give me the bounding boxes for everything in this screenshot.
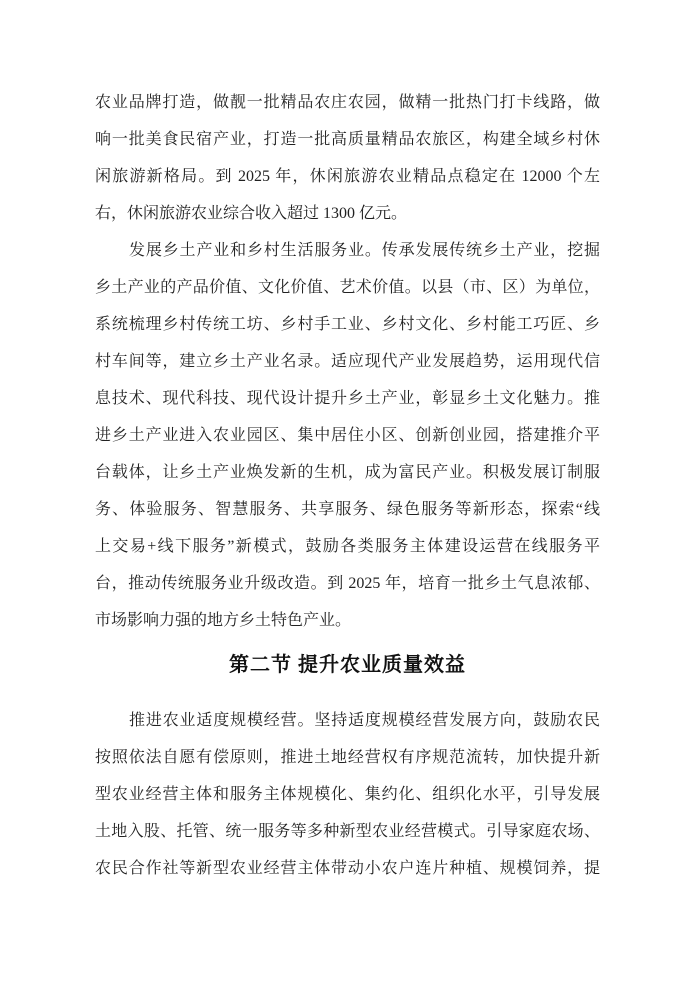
- paragraph-2: [95, 232, 600, 639]
- section-heading: 第二节 提升农业质量效益: [229, 654, 466, 676]
- text-line: 息技术、现代科技、现代设计提升乡土产业，彰显乡土文化魅力。推: [95, 390, 600, 407]
- text-line: 村车间等，建立乡土产业名录。适应现代产业发展趋势，运用现代信: [95, 353, 600, 370]
- text-line: 系统梳理乡村传统工坊、乡村手工业、乡村文化、乡村能工巧匠、乡: [95, 316, 600, 333]
- text-line: 响一批美食民宿产业，打造一批高质量精品农旅区，构建全域乡村休: [95, 131, 600, 148]
- text-line: 推进农业适度规模经营。坚持适度规模经营发展方向，鼓励农民: [129, 712, 600, 729]
- text-line: 农业品牌打造，做靓一批精品农庄农园，做精一批热门打卡线路，做: [95, 94, 600, 111]
- text-line: 发展乡土产业和乡村生活服务业。传承发展传统乡土产业，挖掘: [129, 242, 600, 259]
- paragraph-3: [95, 702, 600, 887]
- text-line: 农民合作社等新型农业经营主体带动小农户连片种植、规模饲养，提: [95, 860, 600, 877]
- text-line: 进乡土产业进入农业园区、集中居住小区、创新创业园，搭建推介平: [95, 427, 600, 444]
- text-line: 上交易+线下服务”新模式，鼓励各类服务主体建设运营在线服务平: [95, 538, 600, 555]
- text-line: 台载体，让乡土产业焕发新的生机，成为富民产业。积极发展订制服: [95, 464, 600, 481]
- text-line: 右，休闲旅游农业综合收入超过 1300 亿元。: [95, 205, 408, 222]
- text-line: 市场影响力强的地方乡土特色产业。: [95, 612, 352, 629]
- text-line: 台，推动传统服务业升级改造。到 2025 年，培育一批乡土气息浓郁、: [95, 575, 600, 592]
- text-line: 乡土产业的产品价值、文化价值、艺术价值。以县（市、区）为单位，: [95, 279, 600, 296]
- text-line: 按照依法自愿有偿原则，推进土地经营权有序规范流转，加快提升新: [95, 749, 600, 766]
- text-line: 土地入股、托管、统一服务等多种新型农业经营模式。引导家庭农场、: [95, 823, 600, 840]
- text-line: 闲旅游新格局。到 2025 年，休闲旅游农业精品点稳定在 12000 个左: [95, 168, 600, 185]
- text-line: 型农业经营主体和服务主体规模化、集约化、组织化水平，引导发展: [95, 786, 600, 803]
- paragraph-1: [95, 84, 600, 232]
- page-text-block: [95, 84, 600, 887]
- text-line: 务、体验服务、智慧服务、共享服务、绿色服务等新形态，探索“线: [95, 501, 600, 518]
